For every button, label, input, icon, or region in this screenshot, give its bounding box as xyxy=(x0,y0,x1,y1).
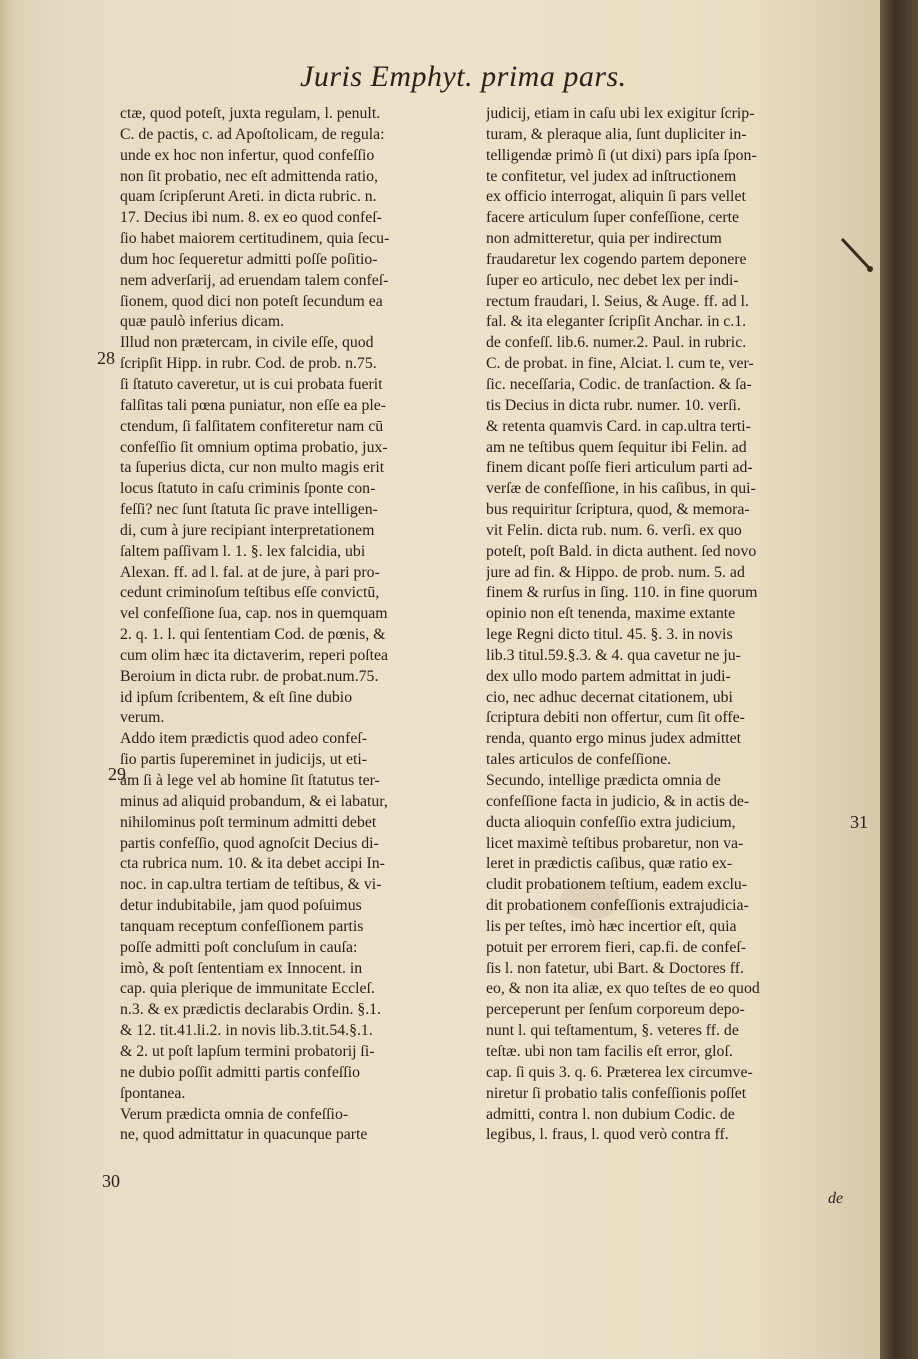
left-column-line: cum olim hæc ita dictaverim, reperi poſtea xyxy=(120,646,389,664)
left-column-line: ne, quod admittatur in quacunque parte xyxy=(120,1126,368,1144)
left-column-line: minus ad aliquid probandum, & ei labatur, xyxy=(120,792,388,810)
left-column-line: Alexan. ff. ad l. fal. at de jure, à pari pro- xyxy=(120,563,380,581)
left-column-line: tanquam receptum confeſſionem partis xyxy=(120,917,364,935)
left-column-line: & 12. tit.41.li.2. in novis lib.3.tit.54.§.1. xyxy=(120,1022,373,1040)
left-column-line: nihilominus poſt terminum admitti debet xyxy=(120,813,377,831)
left-column-line: noc. in cap.ultra tertiam de teſtibus, & vi- xyxy=(120,876,382,894)
right-column-line: C. de probat. in fine, Alciat. l. cum te, ver- xyxy=(486,355,754,373)
left-column-line: ctendum, ſi falſitatem confiteretur nam cū xyxy=(120,417,384,435)
left-column-line: ſionem, quod dici non poteſt ſecundum ea xyxy=(120,292,383,310)
left-column-line: unde ex hoc non infertur, quod confeſſio xyxy=(120,146,375,164)
right-column-line: cio, nec adhuc decernat citationem, ubi xyxy=(486,688,733,706)
left-column-line: 17. Decius ibi num. 8. ex eo quod confeſ- xyxy=(120,209,382,227)
right-column-line: ſcriptura debiti non offertur, cum ſit offe- xyxy=(486,709,745,727)
right-column-line: te confitetur, vel judex ad inſtructionem xyxy=(486,167,737,185)
right-column xyxy=(486,104,850,1146)
right-column-line: ſic. neceſſaria, Codic. de tranſaction. & ſa- xyxy=(486,375,752,393)
book-binding xyxy=(880,0,918,1359)
left-column-line: ſaltem paſſivam l. 1. §. lex falcidia, ubi xyxy=(120,542,366,560)
right-column-line: potuit per errorem fieri, cap.fi. de confeſ- xyxy=(486,938,747,956)
right-column-line: lib.3 titul.59.§.3. & 4. qua cavetur ne ju- xyxy=(486,646,741,664)
right-column-line: niretur ſi probatio talis confeſſionis poſſet xyxy=(486,1084,747,1102)
margin-number-30: 30 xyxy=(102,1171,120,1191)
right-column-line: admitti, contra l. non dubium Codic. de xyxy=(486,1105,735,1123)
right-column-line: de confeſſ. lib.6. numer.2. Paul. in rubric. xyxy=(486,334,747,352)
left-column-line: verum. xyxy=(120,709,165,727)
left-column-line: poſſe admitti poſt concluſum in cauſa: xyxy=(120,938,358,956)
right-column-line: legibus, l. fraus, l. quod verò contra ff. xyxy=(486,1126,729,1144)
right-column-line: perceperunt per ſenſum corporeum depo- xyxy=(486,1001,745,1019)
right-column-line: fal. & ita eleganter ſcripſit Anchar. in c.1. xyxy=(486,313,747,331)
page-gutter-shadow xyxy=(0,0,14,1359)
right-column-line: lege Regni dicto titul. 45. §. 3. in novis xyxy=(486,626,733,644)
left-column-line: cta rubrica num. 10. & ita debet accipi In- xyxy=(120,855,385,873)
left-column-line: Verum prædicta omnia de confeſſio- xyxy=(120,1105,349,1123)
right-column-line: non admitteretur, quia per indirectum xyxy=(486,230,722,248)
right-column-line: leret in prædictis caſibus, quæ ratio ex- xyxy=(486,855,733,873)
margin-number-31: 31 xyxy=(850,812,868,832)
right-column-line: rectum fraudari, l. Seius, & Auge. ff. ad l. xyxy=(486,292,749,310)
margin-number-29: 29 xyxy=(108,764,126,784)
right-column-line: & retenta quamvis Card. in cap.ultra terti- xyxy=(486,417,751,435)
left-column-line: id ipſum ſcribentem, & eſt ſine dubio xyxy=(120,688,353,706)
right-column-line: lis per teſtes, imò hæc incertior eſt, quia xyxy=(486,917,737,935)
left-column-line: Illud non prætercam, in civile eſſe, quod xyxy=(120,334,374,352)
left-column-line: Beroium in dicta rubr. de probat.num.75. xyxy=(120,667,379,685)
right-column-line: ſis l. non fatetur, ubi Bart. & Doctores ff. xyxy=(486,959,744,977)
right-column-line: tales articulos de confeſſione. xyxy=(486,751,672,769)
left-column-line: cap. quia plerique de immunitate Eccleſ. xyxy=(120,980,375,998)
right-column-line: dit probationem confeſſionis extrajudicia- xyxy=(486,897,749,915)
right-column-line: finem dicant poſſe fieri articulum parti ad- xyxy=(486,459,753,477)
right-column-line: cap. ſi quis 3. q. 6. Præterea lex circumve- xyxy=(486,1063,753,1081)
left-column-line: detur indubitabile, jam quod poſuimus xyxy=(120,897,362,915)
right-column-line: dex ullo modo partem admittat in judi- xyxy=(486,667,731,685)
left-column-line: non ſit probatio, nec eſt admittenda ratio, xyxy=(120,167,378,185)
right-column-line: renda, quanto ergo minus judex admittet xyxy=(486,730,742,748)
left-column-line: partis confeſſio, quod agnoſcit Decius di- xyxy=(120,834,379,852)
left-column-line: ctæ, quod poteſt, juxta regulam, l. penult. xyxy=(120,105,381,122)
left-column-line: ſpontanea. xyxy=(120,1084,186,1102)
right-column-line: telligendæ primò ſi (ut dixi) pars ipſa ſpon- xyxy=(486,146,757,164)
left-column-line: C. de pactis, c. ad Apoſtolicam, de regula: xyxy=(120,125,385,143)
left-column-line: nem adverſarij, ad eruendam talem confeſ- xyxy=(120,271,389,289)
left-column xyxy=(120,104,480,1146)
left-column-line: ſcripſit Hipp. in rubr. Cod. de prob. n.75. xyxy=(120,355,377,373)
left-column-line: locus ſtatuto in caſu criminis ſponte con- xyxy=(120,480,376,498)
right-column-line: Secundo, intellige prædicta omnia de xyxy=(486,772,721,789)
right-column-line: judicij, etiam in caſu ubi lex exigitur ſcrip- xyxy=(486,105,755,122)
left-column-line: feſſi? nec ſunt ſtatuta ſic prave intelligen- xyxy=(120,501,378,519)
left-column-line: falſitas tali pœna puniatur, non eſſe ea ple- xyxy=(120,396,387,414)
right-column-line: am ne teſtibus quem ſequitur ibi Felin. ad xyxy=(486,438,747,456)
right-column-line: fraudaretur lex cogendo partem deponere xyxy=(486,250,747,268)
left-column-line: imò, & poſt ſententiam ex Innocent. in xyxy=(120,959,363,977)
left-column-line: ſi ſtatuto caveretur, ut is cui probata fuerit xyxy=(120,375,383,393)
left-column-line: & 2. ut poſt lapſum termini probatorij ſi- xyxy=(120,1042,375,1060)
left-column-line: vel confeſſione ſua, cap. nos in quemquam xyxy=(120,605,388,623)
right-column-line: turam, & pleraque alia, ſunt dupliciter in- xyxy=(486,125,747,143)
left-column-line: cedunt criminoſum teſtibus eſſe convictū, xyxy=(120,584,380,602)
right-column-line: tis Decius in dicta rubr. numer. 10. verſi. xyxy=(486,396,741,414)
right-column-line: ſuper eo articulo, nec debet lex per indi- xyxy=(486,271,739,289)
right-column-line: finem & rurſus in ſing. 110. in fine quorum xyxy=(486,584,758,602)
right-column-line: facere articulum ſuper confeſſione, certe xyxy=(486,209,740,227)
right-column-line: bus requiritur ſcriptura, quod, & memora- xyxy=(486,501,750,519)
right-column-line: nunt l. qui teſtamentum, §. veteres ff. de xyxy=(486,1022,739,1040)
right-column-line: teſtæ. ubi non tam facilis eſt error, gloſ. xyxy=(486,1042,733,1060)
right-column-line: verſæ de confeſſione, in his caſibus, in qui- xyxy=(486,480,756,498)
right-column-line: eo, & non ita aliæ, ex quo teſtes de eo quod xyxy=(486,980,760,998)
left-column-line: quæ paulò inferius dicam. xyxy=(120,313,285,331)
right-column-line: ex officio interrogat, aliquin ſi pars vellet xyxy=(486,188,746,206)
left-column-line: n.3. & ex prædictis declarabis Ordin. §.1. xyxy=(120,1001,382,1019)
left-column-line: Addo item prædictis quod adeo confeſ- xyxy=(120,730,367,748)
left-column-line: di, cum à jure recipiant interpretationem xyxy=(120,521,375,539)
ink-mark-icon xyxy=(840,235,874,275)
left-column-line: confeſſio ſit omnium optima probatio, jux- xyxy=(120,438,388,456)
margin-number-28: 28 xyxy=(97,348,115,368)
left-column-line: ſio partis ſupereminet in judicijs, ut eti- xyxy=(120,751,367,769)
left-column-line: ſio habet maiorem certitudinem, quia ſecu- xyxy=(120,230,390,248)
right-column-line: ducta alioquin confeſſio extra judicium, xyxy=(486,813,736,831)
right-column-line: cludit probationem teſtium, eadem exclu- xyxy=(486,876,748,894)
catchword: de xyxy=(828,1190,844,1207)
left-column-line: quam ſcripſerunt Areti. in dicta rubric. n. xyxy=(120,188,377,206)
right-column-line: jure ad fin. & Hippo. de prob. num. 5. ad xyxy=(486,563,745,581)
left-column-line: 2. q. 1. l. qui ſententiam Cod. de pœnis, & xyxy=(120,626,386,644)
right-column-line: licet maximè teſtibus probaretur, non va- xyxy=(486,834,744,852)
right-column-line: vit Felin. dicta rub. num. 6. verſi. ex quo xyxy=(486,521,742,539)
right-column-line: confeſſione facta in judicio, & in actis de- xyxy=(486,792,750,810)
running-head: Juris Emphyt. prima pars. xyxy=(300,60,627,93)
left-column-line: ne dubio poſſit admitti partis confeſſio xyxy=(120,1063,360,1081)
right-column-line: poteſt, poſt Bald. in dicta authent. ſed novo xyxy=(486,542,757,560)
right-column-line: opinio non eſt tenenda, maxime extante xyxy=(486,605,736,623)
left-column-line: am ſi à lege vel ab homine ſit ſtatutus ter- xyxy=(120,772,380,789)
left-column-line: dum hoc ſequeretur admitti poſſe poſitio- xyxy=(120,250,378,268)
left-column-line: ta ſuperius dicta, cur non multo magis erit xyxy=(120,459,385,477)
